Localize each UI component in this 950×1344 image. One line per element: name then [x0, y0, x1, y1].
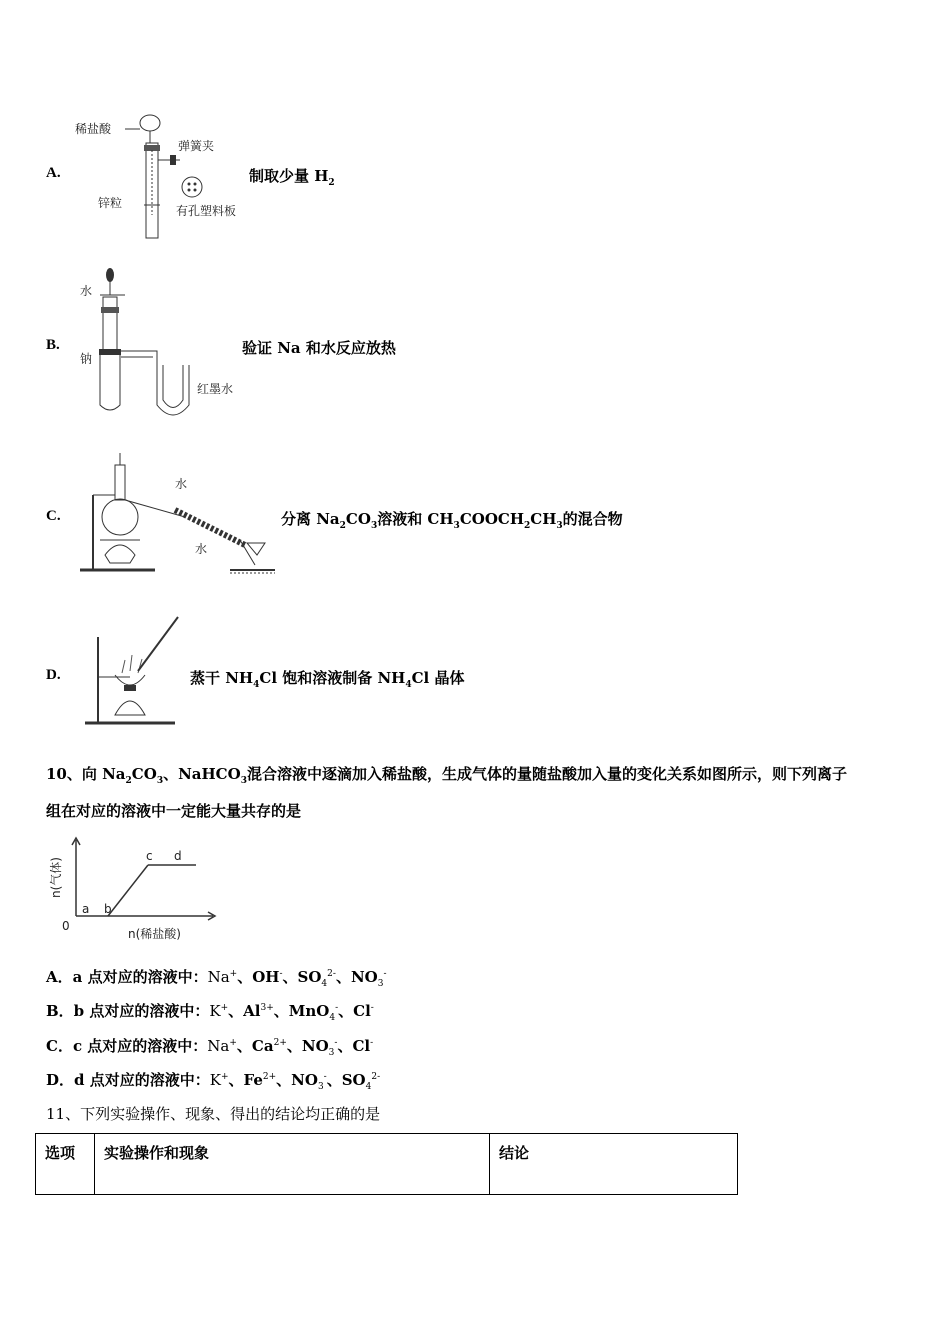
label-dilute-hcl: 稀盐酸	[75, 122, 112, 136]
header-option: 选项	[36, 1134, 95, 1195]
header-conclusion: 结论	[490, 1134, 738, 1195]
q10-stem-line1: 10、向 $Na_2CO_3$、NaHCO$_3$混合溶液中逐滴加入稀盐酸，生成气体的量随盐酸加入量的变化关系如图所示，则下列离子	[46, 765, 847, 786]
chart-point-b: b	[104, 902, 112, 916]
label-water-c1: 水	[175, 477, 188, 491]
label-water-b: 水	[80, 284, 93, 298]
q10-choice-c[interactable]: C．c 点对应的溶液中：Na+、$Ca^{2+}$、$NO_3^-$、Cl-	[46, 1037, 374, 1058]
q10-choice-d[interactable]: D．d 点对应的溶液中：K+、$Fe^{2+}$、$NO_3^-$、$SO_4^{2-}$	[46, 1071, 381, 1092]
option-a-statement: 制取少量 $H_2$	[249, 167, 335, 188]
label-sodium: 钠	[80, 352, 93, 366]
label-water-c2: 水	[195, 542, 208, 556]
option-b-letter: B.	[46, 337, 60, 353]
apparatus-a-figure	[70, 105, 250, 245]
chart-origin: 0	[62, 919, 70, 933]
option-c-statement: 分离 $Na_2CO_3$溶液和 $CH_3COOCH_2CH_3$的混合物	[281, 510, 623, 531]
chart-point-a: a	[82, 902, 90, 916]
chart-point-d: d	[174, 849, 182, 863]
label-zinc: 锌粒	[98, 196, 123, 210]
option-d-statement: 蒸干 $NH_4Cl$ 饱和溶液制备 $NH_4Cl$ 晶体	[190, 669, 465, 690]
label-red-ink: 红墨水	[197, 382, 234, 396]
table-header-row	[36, 1134, 738, 1195]
chart-xlabel: n(稀盐酸)	[128, 927, 181, 941]
apparatus-b-figure	[75, 265, 255, 425]
option-a-letter: A.	[46, 165, 61, 181]
q10-gas-chart	[48, 838, 223, 948]
option-c-letter: C.	[46, 508, 61, 524]
label-spring-clamp: 弹簧夹	[178, 139, 215, 153]
apparatus-c-figure	[75, 445, 275, 575]
q11-stem: 11、下列实验操作、现象、得出的结论均正确的是	[46, 1105, 381, 1123]
chart-point-c: c	[146, 849, 153, 863]
q11-table	[35, 1133, 738, 1195]
option-b-statement: 验证 Na 和水反应放热	[242, 339, 396, 357]
header-operation: 实验操作和现象	[95, 1134, 490, 1195]
apparatus-d-figure	[80, 615, 190, 730]
q10-choice-b[interactable]: B．b 点对应的溶液中：K+、$Al^{3+}$、MnO$_4$-、Cl-	[46, 1002, 374, 1023]
q10-stem-line2: 组在对应的溶液中一定能大量共存的是	[46, 802, 302, 820]
label-perforated-plate: 有孔塑料板	[176, 204, 237, 218]
q10-choice-a[interactable]: A．a 点对应的溶液中：Na+、OH-、$SO_4^{2-}$、$NO_3^-$	[46, 968, 387, 989]
chart-ylabel: n(气体)	[49, 857, 63, 898]
option-d-letter: D.	[46, 667, 61, 683]
